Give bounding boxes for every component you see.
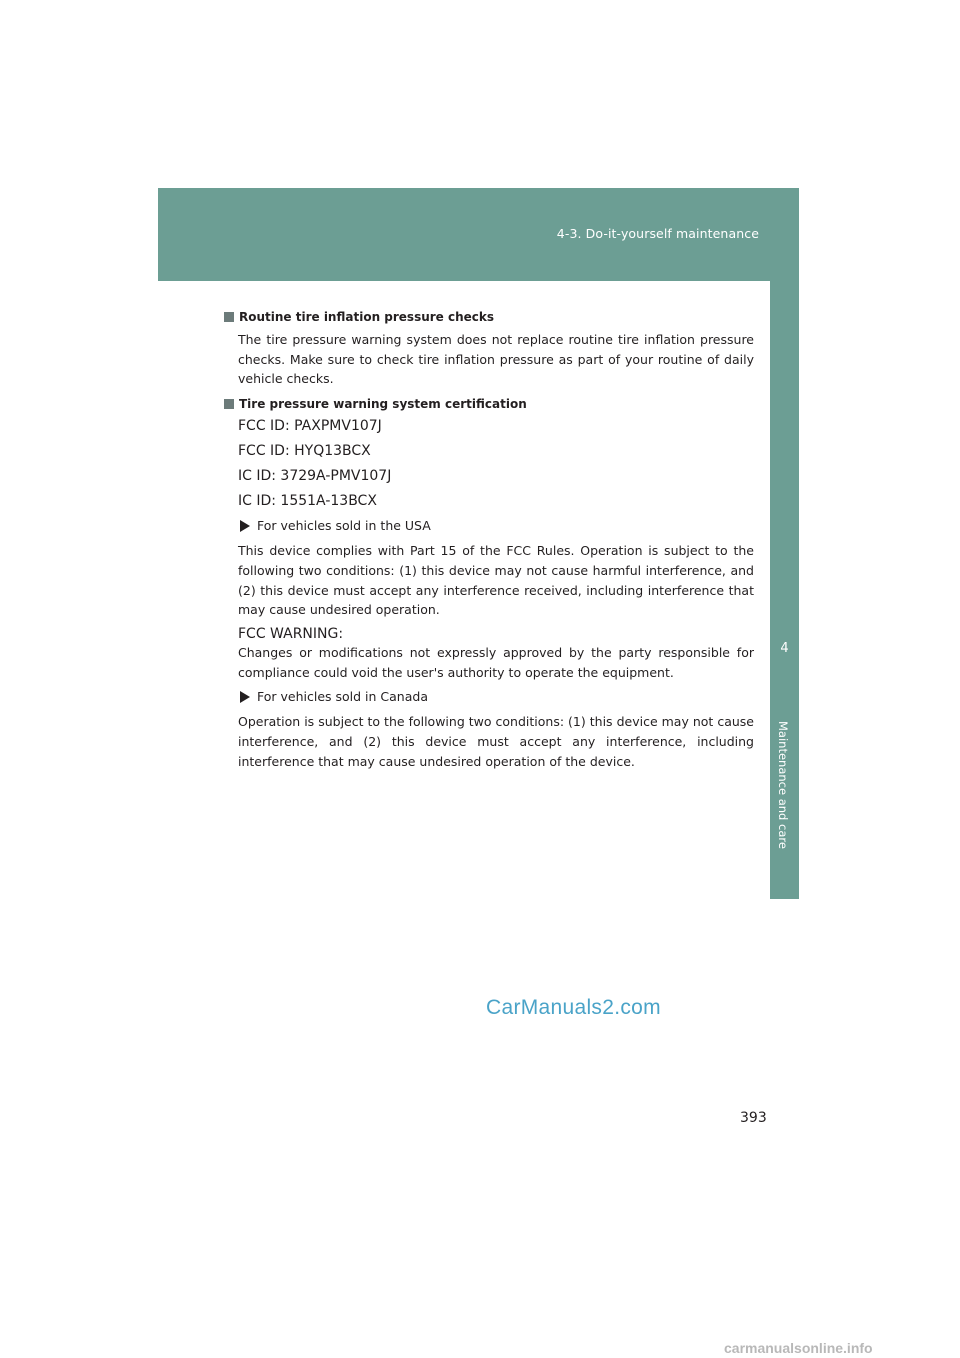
ic-id-1: IC ID: 3729A-PMV107J (238, 468, 392, 485)
square-bullet-icon (224, 312, 234, 322)
certification-heading-text: Tire pressure warning system certification (239, 397, 527, 412)
chapter-side-tab (770, 281, 799, 899)
watermark-logo: CarManuals2.com (486, 996, 661, 1019)
usa-subheading (238, 517, 754, 535)
square-bullet-icon (224, 399, 234, 409)
canada-text: Operation is subject to the following two conditions: (1) this device may not cause interference, and (2) this device must accept any interference, including interference that may cause undesired operation of the device. (238, 714, 754, 769)
usa-subheading-text: For vehicles sold in the USA (257, 518, 431, 534)
chapter-label: Maintenance and care (776, 721, 790, 849)
triangle-bullet-icon (240, 520, 250, 532)
usa-text: This device complies with Part 15 of the FCC Rules. Operation is subject to the following two conditions: (1) this device may not cause harmful interference, and (2) this device must accept any interference received, including interference that may cause undesired operation. (238, 543, 754, 618)
ic-id-2: IC ID: 1551A-13BCX (238, 493, 377, 510)
chapter-number: 4 (780, 641, 789, 656)
canada-subheading (238, 688, 754, 706)
fcc-id-2: FCC ID: HYQ13BCX (238, 443, 371, 460)
triangle-bullet-icon (240, 691, 250, 703)
routine-text: The tire pressure warning system does not replace routine tire inflation pressure checks. Make sure to check tire inflation pressure as part of your routine of daily vehicle checks. (238, 332, 754, 387)
routine-heading (224, 308, 754, 326)
footer-watermark: carmanualsonline.info (724, 1340, 873, 1356)
certification-heading (224, 395, 754, 413)
header-bar (158, 188, 799, 281)
section-title: 4-3. Do-it-yourself maintenance (556, 226, 759, 241)
routine-heading-text: Routine tire inflation pressure checks (239, 310, 495, 324)
fcc-warning-title: FCC WARNING: (238, 625, 344, 642)
page-number: 393 (740, 1110, 767, 1126)
fcc-warning-text: Changes or modifications not expressly approved by the party responsible for compliance could void the user's authority to operate the equipment. (238, 644, 754, 680)
canada-subheading-text: For vehicles sold in Canada (257, 689, 428, 705)
page-content (224, 308, 754, 777)
fcc-id-1: FCC ID: PAXPMV107J (238, 418, 382, 435)
